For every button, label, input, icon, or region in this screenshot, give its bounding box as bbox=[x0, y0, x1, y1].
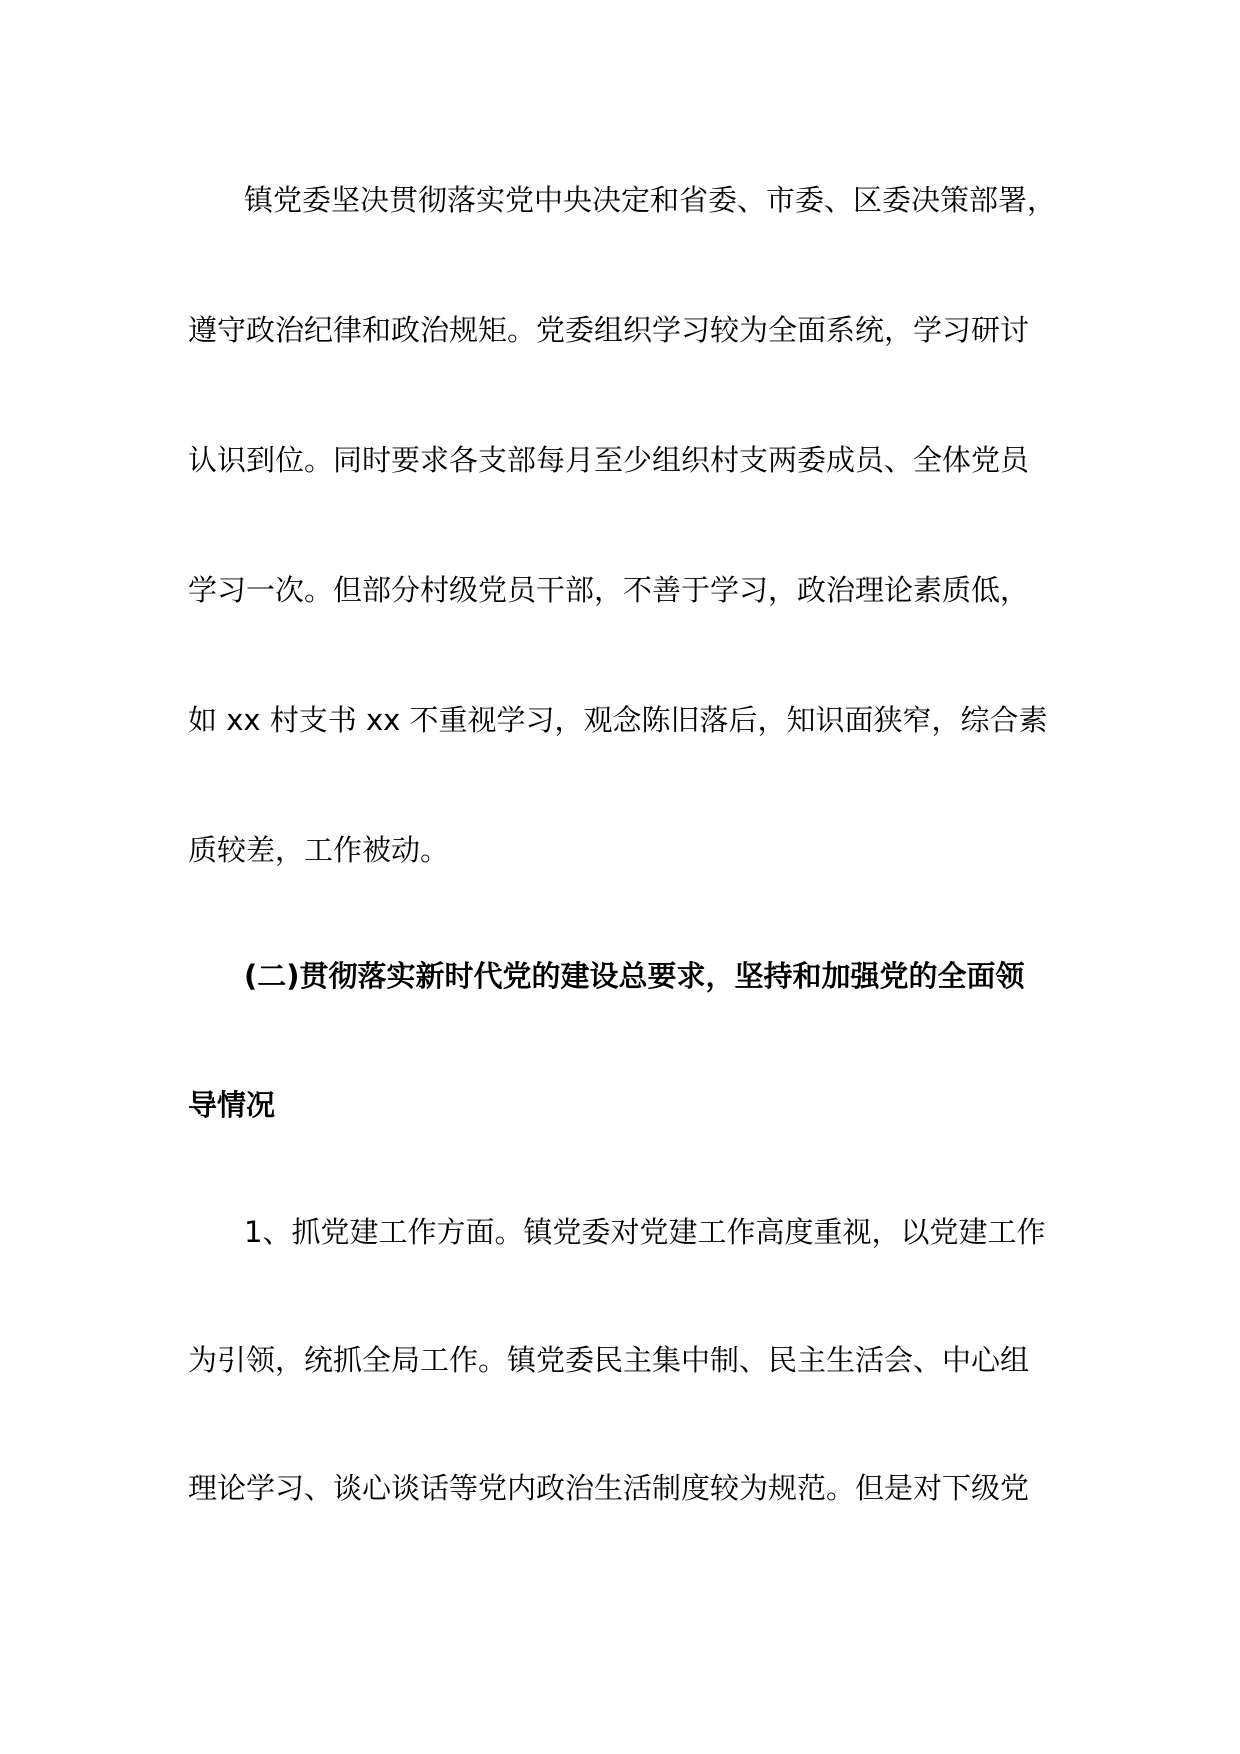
paragraph-1-line-1: 镇党委坚决贯彻落实党中央决定和省委、市委、区委决策部署， bbox=[244, 183, 1057, 217]
paragraph-1-line-6: 质较差，工作被动。 bbox=[188, 833, 450, 867]
paragraph-2-line-1: 1、抓党建工作方面。镇党委对党建工作高度重视，以党建工作 bbox=[244, 1215, 1046, 1249]
section-heading-line-2: 导情况 bbox=[188, 1088, 276, 1122]
paragraph-1-line-5: 如 xx 村支书 xx 不重视学习，观念陈旧落后，知识面狭窄，综合素 bbox=[188, 703, 1048, 737]
paragraph-1-line-2: 遵守政治纪律和政治规矩。党委组织学习较为全面系统，学习研讨 bbox=[188, 313, 1030, 347]
paragraph-2-line-2: 为引领，统抓全局工作。镇党委民主集中制、民主生活会、中心组 bbox=[188, 1343, 1030, 1377]
section-heading-line-1: (二)贯彻落实新时代党的建设总要求，坚持和加强党的全面领 bbox=[244, 959, 1025, 993]
paragraph-1-line-4: 学习一次。但部分村级党员干部，不善于学习，政治理论素质低， bbox=[188, 573, 1030, 607]
paragraph-2-line-3: 理论学习、谈心谈话等党内政治生活制度较为规范。但是对下级党 bbox=[188, 1471, 1030, 1505]
paragraph-1-line-3: 认识到位。同时要求各支部每月至少组织村支两委成员、全体党员 bbox=[188, 443, 1030, 477]
